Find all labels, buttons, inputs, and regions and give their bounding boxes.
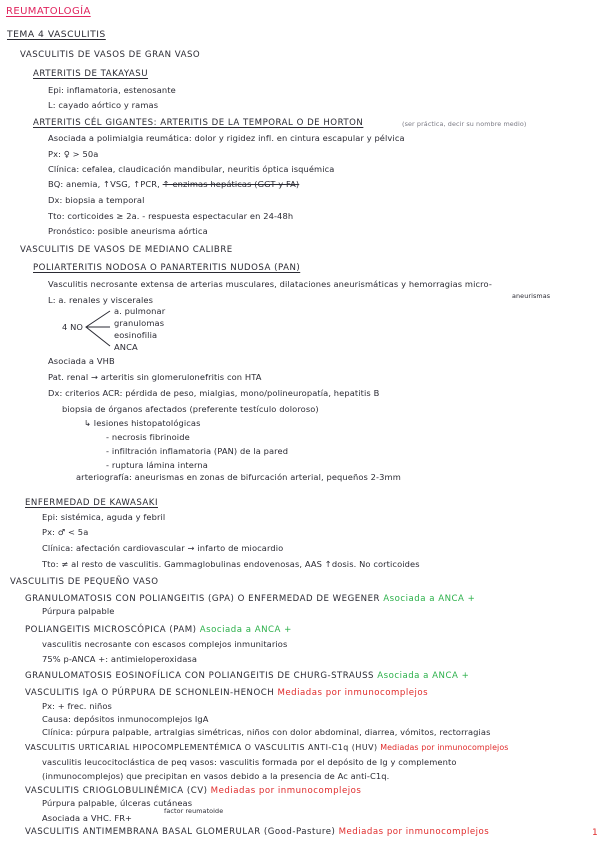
- horton-association: Asociada a polimialgia reumática: dolor y rigidez infl. en cintura escapular y pélvica: [48, 133, 405, 143]
- cv-purpura: Púrpura palpable, úlceras cutáneas: [42, 798, 193, 808]
- horton-dx: Dx: biopsia a temporal: [48, 195, 145, 205]
- pan-no-label: 4 NO: [62, 322, 84, 332]
- pan-dx: Dx: criterios ACR: pérdida de peso, mialgias, mono/polineuropatía, hepatitis B: [48, 388, 380, 398]
- pan-description-cont: aneurismas: [512, 292, 551, 300]
- cv-title-text: VASCULITIS CRIOGLOBULINÉMICA (CV): [25, 786, 208, 796]
- kawasaki-px: Px: ♂ < 5a: [42, 527, 89, 537]
- horton-clinica: Clínica: cefalea, claudicación mandibular, neuritis óptica isquémica: [48, 164, 335, 174]
- huv-mediadas: Mediadas por inmunocomplejos: [380, 743, 509, 752]
- takayasu-title: ARTERITIS DE TAKAYASU: [33, 69, 149, 79]
- gpa-title-text: GRANULOMATOSIS CON POLIANGEITIS (GPA) O ENFERMEDAD DE WEGENER: [25, 594, 381, 604]
- iga-causa: Causa: depósitos inmunocomplejos IgA: [42, 714, 209, 724]
- kawasaki-clinica: Clínica: afectación cardiovascular → infarto de miocardio: [42, 543, 284, 553]
- horton-bq: [48, 179, 299, 189]
- brace-icon: [82, 306, 112, 350]
- pan-location: L: a. renales y viscerales: [48, 295, 154, 305]
- horton-note: (ser práctica, decir su nombre medio): [402, 120, 527, 128]
- cv-mediadas: Mediadas por inmunocomplejos: [210, 786, 362, 796]
- pan-description: Vasculitis necrosante extensa de arterias musculares, dilataciones aneurismáticas y hemorragias micro-: [48, 279, 492, 289]
- gpa-title: [25, 594, 475, 604]
- pan-lesiones: ↳ lesiones histopatológicas: [84, 418, 201, 428]
- kawasaki-epi: Epi: sistémica, aguda y febril: [42, 512, 166, 522]
- takayasu-epi: Epi: inflamatoria, estenosante: [48, 85, 176, 95]
- egpa-anca: Asociada a ANCA +: [377, 671, 470, 681]
- egpa-title-text: GRANULOMATOSIS EOSINOFÍLICA CON POLIANGEITIS DE CHURG-STRAUSS: [25, 671, 374, 681]
- pan-renal: Pat. renal → arteritis sin glomerulonefritis con HTA: [48, 372, 262, 382]
- mba-goodpasture: (Good-Pasture): [263, 827, 336, 837]
- pam-title-text: POLIANGEITIS MICROSCÓPICA (PAM): [25, 625, 197, 635]
- section-small-vessel-title: VASCULITIS DE PEQUEÑO VASO: [10, 577, 159, 587]
- pan-title: POLIARTERITIS NODOSA O PANARTERITIS NUDOSA (PAN): [33, 263, 301, 273]
- horton-bq-main: BQ: anemia, ↑VSG, ↑PCR,: [48, 179, 160, 189]
- section-medium-vessel-title: VASCULITIS DE VASOS DE MEDIANO CALIBRE: [20, 245, 233, 255]
- horton-title: ARTERITIS CÉL GIGANTES: ARTERITIS DE LA TEMPORAL O DE HORTON: [33, 118, 364, 128]
- egpa-title: [25, 671, 469, 681]
- pan-arteriografia: arteriografía: aneurismas en zonas de bifurcación arterial, pequeños 2-3mm: [76, 472, 401, 482]
- cv-title: [25, 786, 361, 796]
- iga-title-text: VASCULITIS IgA O PÚRPURA DE SCHONLEIN-HENOCH: [25, 688, 275, 698]
- iga-px: Px: + frec. niños: [42, 701, 112, 711]
- mba-mediadas: Mediadas por inmunocomplejos: [338, 827, 490, 837]
- pan-no-item: ANCA: [114, 342, 138, 352]
- gpa-purpura: Púrpura palpable: [42, 606, 115, 616]
- kawasaki-tto: Tto: ≠ al resto de vasculitis. Gammaglobulinas endovenosas, AAS ↑dosis. No corticoides: [42, 559, 420, 569]
- page-number: 1: [592, 828, 598, 838]
- mba-title: [25, 827, 489, 837]
- pan-biopsia: biopsia de órganos afectados (preferente testículo doloroso): [62, 404, 319, 414]
- horton-px: Px: ♀ > 50a: [48, 149, 99, 159]
- cv-factor-reumatoide: factor reumatoide: [164, 807, 224, 815]
- cv-vhc: Asociada a VHC. FR+: [42, 813, 133, 823]
- pan-lesion-item: - necrosis fibrinoide: [106, 432, 190, 442]
- takayasu-location: L: cayado aórtico y ramas: [48, 100, 159, 110]
- huv-description: vasculitis leucocitoclástica de peq vasos: vasculitis formada por el depósito de Ig y complemento: [42, 757, 457, 767]
- huv-title-text: VASCULITIS URTICARIAL HIPOCOMPLEMENTÉMICA O VASCULITIS ANTI-C1q (HUV): [25, 743, 378, 752]
- pam-anca: Asociada a ANCA +: [199, 625, 292, 635]
- pam-title: [25, 625, 292, 635]
- topic-title: TEMA 4 VASCULITIS: [7, 29, 106, 40]
- iga-clinica: Clínica: púrpura palpable, artralgias simétricas, niños con dolor abdominal, diarrea, vómitos, rectorragias: [42, 727, 491, 737]
- pam-description: vasculitis necrosante con escasos complejos inmunitarios: [42, 639, 288, 649]
- iga-mediadas: Mediadas por inmunocomplejos: [277, 688, 429, 698]
- mba-title-text: VASCULITIS ANTIMEMBRANA BASAL GLOMERULAR: [25, 827, 261, 837]
- pan-no-item: a. pulmonar: [114, 306, 166, 316]
- pan-vhb: Asociada a VHB: [48, 356, 115, 366]
- horton-tto: Tto: corticoides ≥ 2a. - respuesta espectacular en 24-48h: [48, 211, 294, 221]
- kawasaki-title: ENFERMEDAD DE KAWASAKI: [25, 498, 158, 508]
- pan-no-item: granulomas: [114, 318, 165, 328]
- pam-panca: 75% p-ANCA +: antimieloperoxidasa: [42, 654, 197, 664]
- pan-lesion-item: - ruptura lámina interna: [106, 460, 208, 470]
- pan-lesion-item: - infiltración inflamatoria (PAN) de la pared: [106, 446, 289, 456]
- pan-no-item: eosinofilia: [114, 330, 158, 340]
- horton-pronostico: Pronóstico: posible aneurisma aórtica: [48, 226, 208, 236]
- iga-title: [25, 688, 428, 698]
- gpa-anca: Asociada a ANCA +: [383, 594, 476, 604]
- huv-description-cont: (inmunocomplejos) que precipitan en vasos debido a la presencia de Ac anti-C1q.: [42, 771, 390, 781]
- huv-title: [25, 743, 509, 753]
- horton-bq-struck: ↑ enzimas hepáticas (GGT y FA): [162, 179, 300, 189]
- page-header: REUMATOLOGÍA: [6, 6, 91, 17]
- section-large-vessel-title: VASCULITIS DE VASOS DE GRAN VASO: [20, 50, 201, 60]
